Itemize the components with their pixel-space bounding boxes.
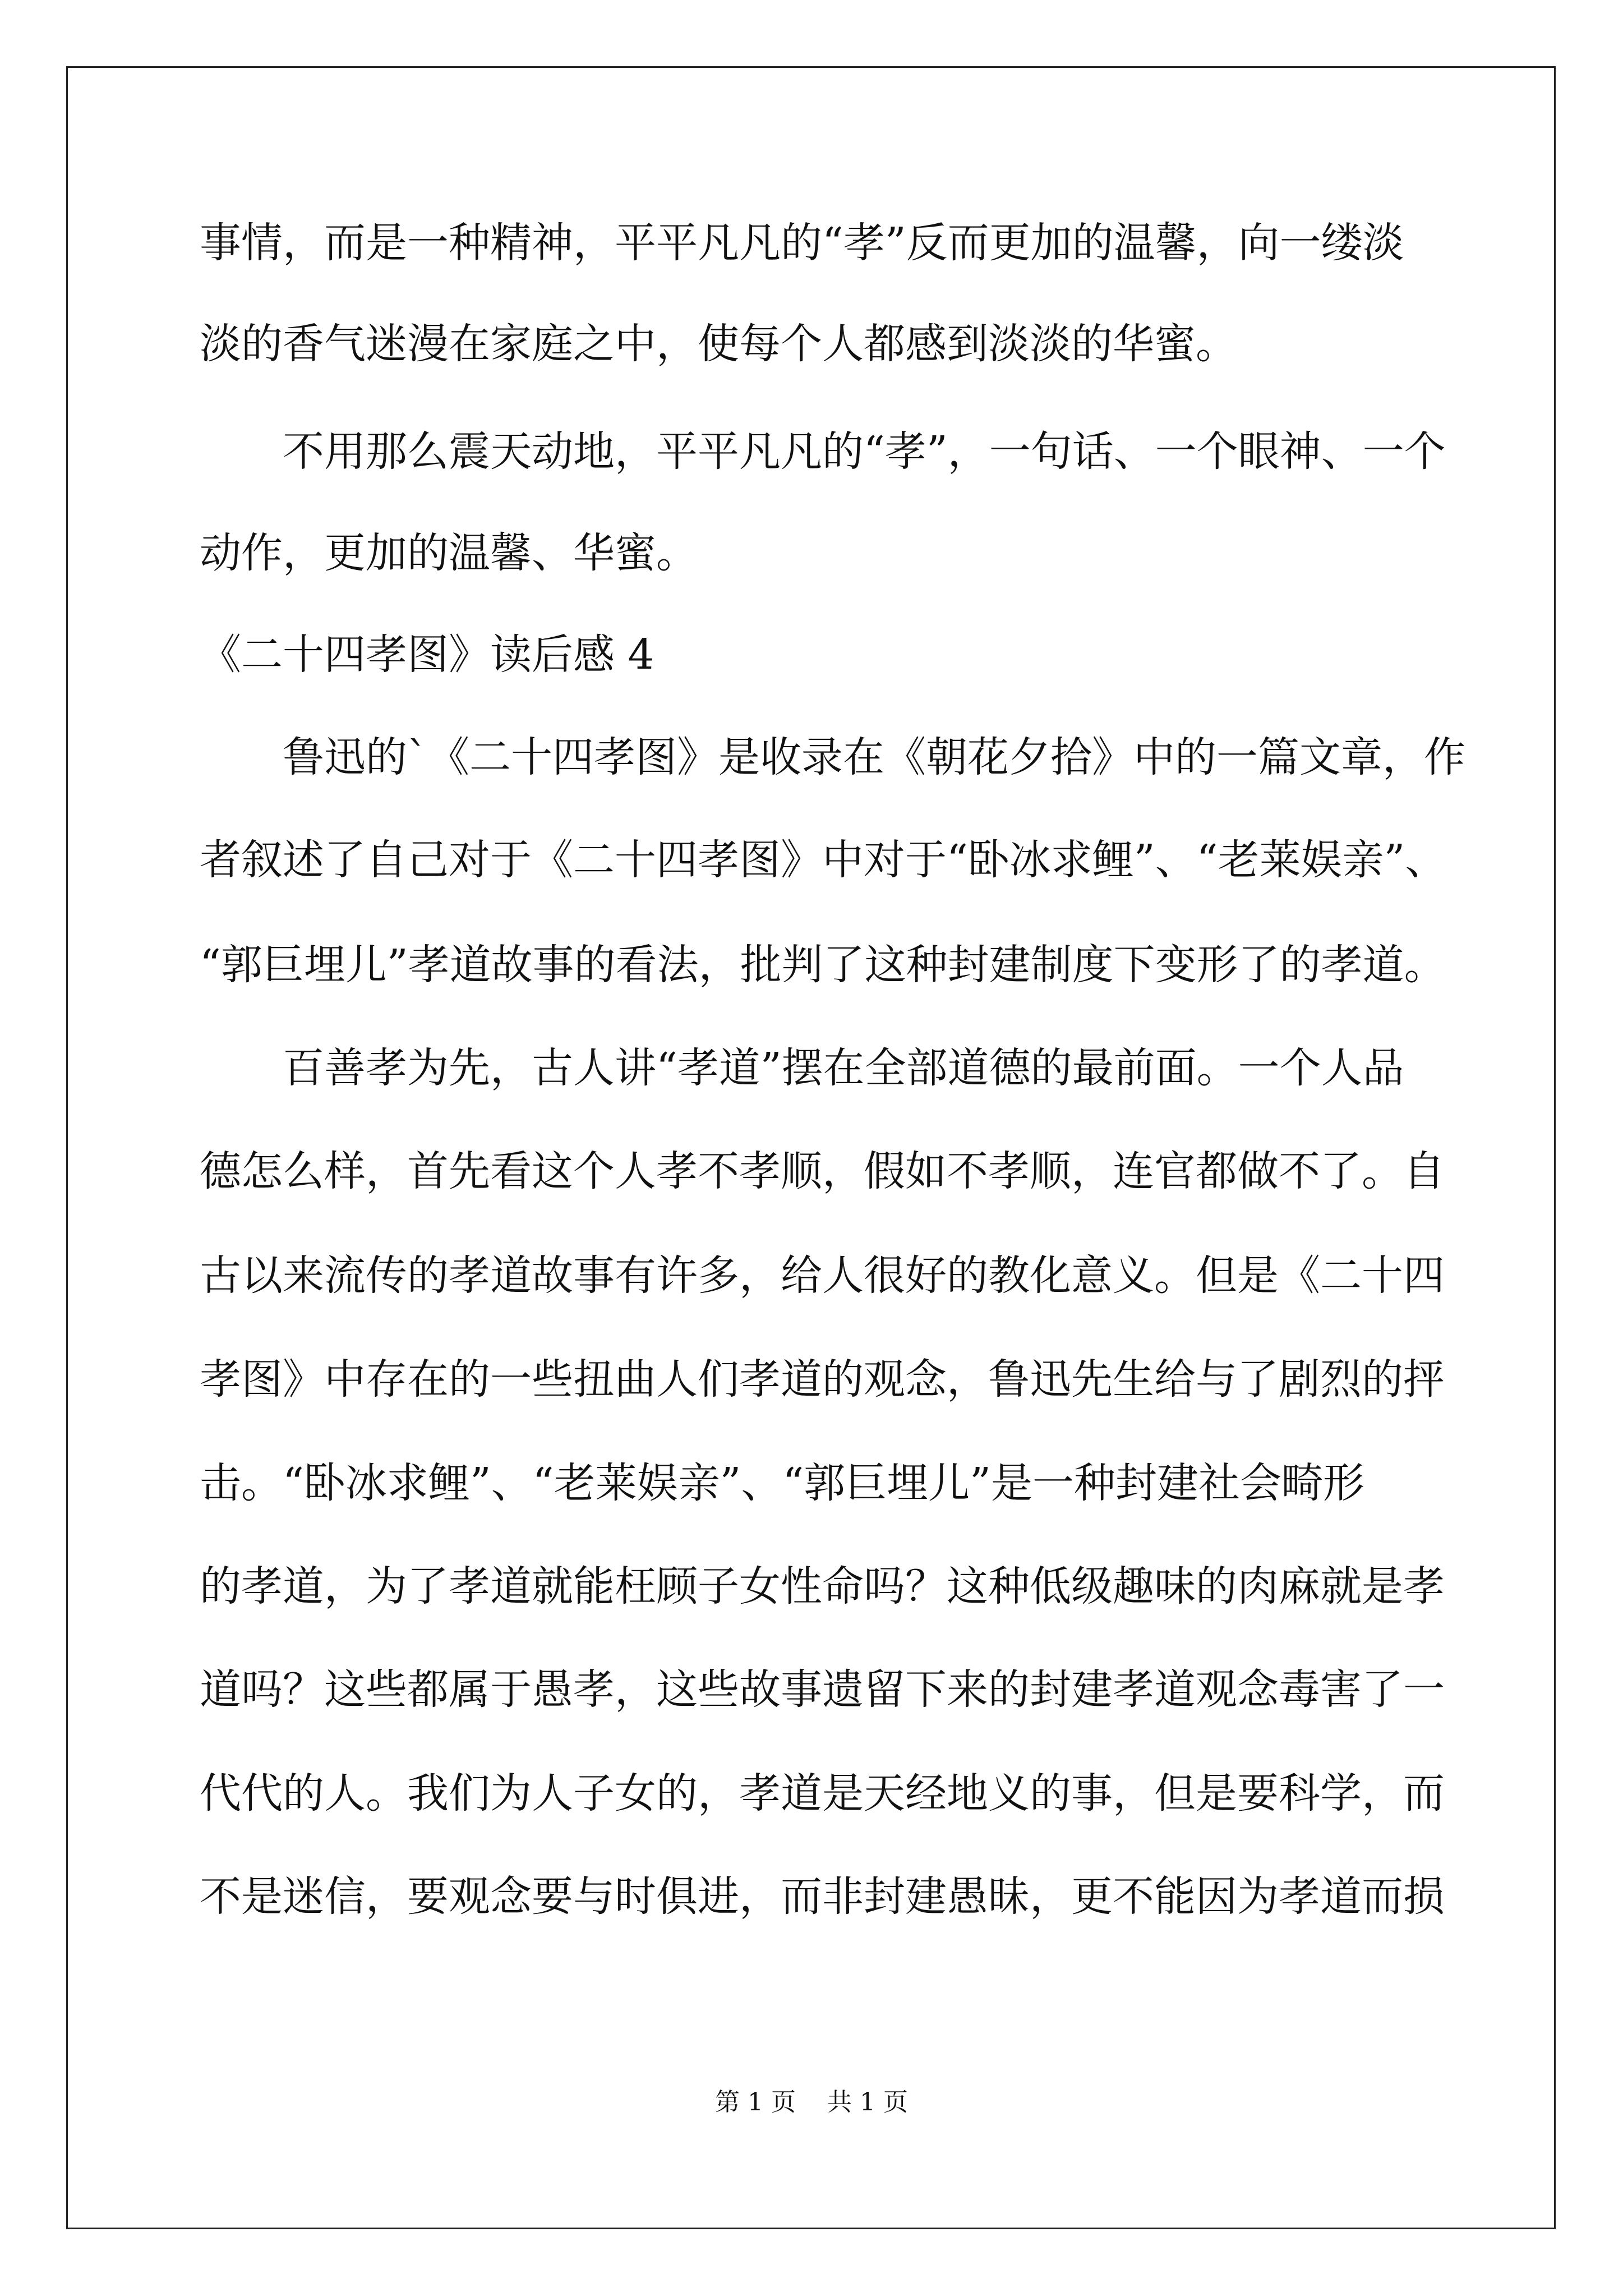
body-line-13: 击。“卧冰求鲤”、“老莱娱亲”、“郭巨埋儿”是一种封建社会畸形 [200, 1459, 1364, 1507]
page-footer [0, 2086, 1623, 2119]
body-line-2: 淡的香气迷漫在家庭之中，使每个人都感到淡淡的华蜜。 [200, 320, 1237, 368]
body-line-11: 古以来流传的孝道故事有许多，给人很好的教化意义。但是《二十四 [200, 1251, 1445, 1300]
body-line-10: 德怎么样，首先看这个人孝不孝顺，假如不孝顺，连官都做不了。自 [200, 1147, 1445, 1195]
section-heading: 《二十四孝图》读后感 4 [200, 631, 654, 679]
page-number: 第 1 页 [715, 2088, 796, 2116]
body-line-16: 代代的人。我们为人子女的，孝道是天经地义的事，但是要科学，而 [200, 1769, 1445, 1818]
body-line-8: “郭巨埋儿”孝道故事的看法，批判了这种封建制度下变形了的孝道。 [200, 941, 1446, 989]
body-line-9: 百善孝为先，古人讲“孝道”摆在全部道德的最前面。一个人品 [283, 1044, 1404, 1092]
body-line-4: 动作，更加的温馨、华蜜。 [200, 529, 698, 577]
body-line-6: 鲁迅的`《二十四孝图》是收录在《朝花夕拾》中的一篇文章，作 [283, 733, 1465, 781]
body-line-15: 道吗？这些都属于愚孝，这些故事遗留下来的封建孝道观念毒害了一 [200, 1665, 1445, 1714]
body-line-14: 的孝道，为了孝道就能枉顾子女性命吗？这种低级趣味的肉麻就是孝 [200, 1562, 1445, 1611]
body-line-1: 事情，而是一种精神，平平凡凡的“孝”反而更加的温馨，向一缕淡 [200, 219, 1404, 267]
body-line-7: 者叙述了自己对于《二十四孝图》中对于“卧冰求鲤”、“老莱娱亲”、 [200, 836, 1447, 884]
body-line-12: 孝图》中存在的一些扭曲人们孝道的观念，鲁迅先生给与了剧烈的抨 [200, 1355, 1445, 1404]
body-line-3: 不用那么震天动地，平平凡凡的“孝”，一句话、一个眼神、一个 [283, 427, 1446, 476]
body-line-17: 不是迷信，要观念要与时俱进，而非封建愚昧，更不能因为孝道而损 [200, 1872, 1445, 1921]
page-total: 共 1 页 [827, 2088, 908, 2116]
